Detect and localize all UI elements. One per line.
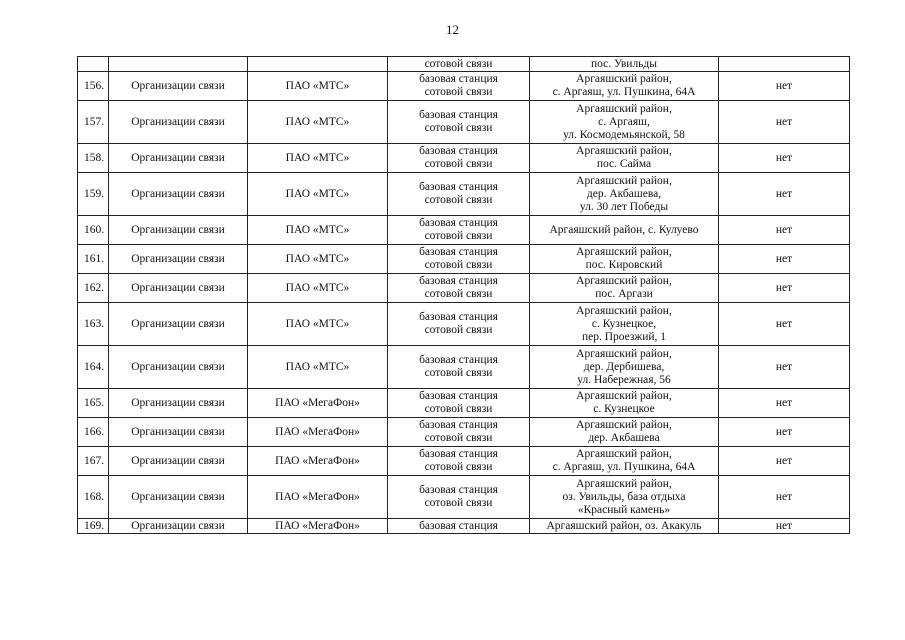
category-cell: Организации связи	[109, 144, 248, 173]
status-cell: нет	[719, 274, 850, 303]
category-cell: Организации связи	[109, 346, 248, 389]
row-number-cell: 159.	[78, 173, 109, 216]
organization-cell: ПАО «МТС»	[248, 101, 388, 144]
status-cell: нет	[719, 216, 850, 245]
organization-cell: ПАО «МегаФон»	[248, 476, 388, 519]
table-row	[78, 303, 850, 346]
row-number-cell: 167.	[78, 447, 109, 476]
address-line: ул. Космодемьянской, 58	[563, 128, 685, 141]
status-cell: нет	[719, 519, 850, 534]
address-line: пер. Проезжий, 1	[581, 330, 667, 343]
status-cell: нет	[719, 245, 850, 274]
status-cell: нет	[719, 346, 850, 389]
object-line: базовая станция	[419, 519, 498, 532]
table-row	[78, 101, 850, 144]
row-number-cell: 166.	[78, 418, 109, 447]
table-row	[78, 216, 850, 245]
address-cell	[530, 447, 719, 476]
address-cell	[530, 476, 719, 519]
category-cell: Организации связи	[109, 447, 248, 476]
object-cell	[388, 57, 530, 72]
object-line: базовая станция	[419, 311, 498, 323]
objects-table	[77, 56, 850, 534]
address-line: дер. Дербишева,	[583, 360, 665, 373]
category-cell: Организации связи	[109, 72, 248, 101]
object-cell	[388, 346, 530, 389]
address-line: «Красный камень»	[577, 503, 671, 516]
object-line: базовая станция	[419, 73, 498, 85]
table-row	[78, 418, 850, 447]
category-cell: Организации связи	[109, 389, 248, 418]
address-line: Аргаяшский район,	[576, 419, 672, 431]
organization-cell: ПАО «МТС»	[248, 144, 388, 173]
address-line: Аргаяшский район,	[576, 448, 672, 460]
address-line: пос. Кировский	[585, 259, 663, 271]
organization-cell: ПАО «МегаФон»	[248, 519, 388, 534]
row-number-cell: 157.	[78, 101, 109, 144]
category-cell: Организации связи	[109, 245, 248, 274]
object-line: базовая станция	[419, 275, 498, 287]
table-row-continuation	[78, 57, 850, 72]
object-cell	[388, 144, 530, 173]
status-cell: нет	[719, 303, 850, 346]
status-cell: нет	[719, 144, 850, 173]
organization-cell: ПАО «МТС»	[248, 245, 388, 274]
table-row	[78, 519, 850, 534]
object-line: сотовой связи	[424, 259, 493, 271]
category-cell	[109, 57, 248, 72]
row-number-cell: 156.	[78, 72, 109, 101]
row-number-cell: 158.	[78, 144, 109, 173]
organization-cell	[248, 57, 388, 72]
status-cell: нет	[719, 389, 850, 418]
table-body	[78, 57, 850, 534]
table-row	[78, 346, 850, 389]
object-line: сотовой связи	[424, 288, 493, 300]
object-cell	[388, 447, 530, 476]
organization-cell: ПАО «МТС»	[248, 303, 388, 346]
organization-cell: ПАО «МТС»	[248, 216, 388, 245]
category-cell: Организации связи	[109, 101, 248, 144]
address-line: Аргаяшский район,	[576, 102, 672, 115]
organization-cell: ПАО «МегаФон»	[248, 447, 388, 476]
address-line: дер. Акбашева,	[586, 187, 662, 200]
address-line: ул. 30 лет Победы	[579, 200, 669, 213]
object-cell	[388, 216, 530, 245]
status-cell: нет	[719, 447, 850, 476]
table-row	[78, 447, 850, 476]
object-line: сотовой связи	[424, 230, 493, 242]
address-line: пос. Увильды	[590, 57, 658, 70]
object-line: базовая станция	[419, 390, 498, 402]
address-cell	[530, 346, 719, 389]
address-line: оз. Увильды, база отдыха	[562, 490, 686, 503]
object-line: сотовой связи	[424, 122, 493, 134]
address-line: дер. Акбашева	[588, 432, 660, 444]
address-cell	[530, 389, 719, 418]
status-cell: нет	[719, 173, 850, 216]
object-line: базовая станция	[419, 246, 498, 258]
row-number-cell: 161.	[78, 245, 109, 274]
organization-cell: ПАО «МТС»	[248, 274, 388, 303]
address-cell	[530, 57, 719, 72]
address-line: Аргаяшский район,	[576, 246, 672, 258]
status-cell: нет	[719, 72, 850, 101]
row-number-cell: 162.	[78, 274, 109, 303]
organization-cell: ПАО «МТС»	[248, 346, 388, 389]
table-row	[78, 476, 850, 519]
address-cell	[530, 303, 719, 346]
address-line: Аргаяшский район,	[576, 477, 672, 490]
address-cell	[530, 245, 719, 274]
address-line: пос. Сайма	[596, 158, 652, 170]
address-cell	[530, 274, 719, 303]
object-cell	[388, 72, 530, 101]
address-line: Аргаяшский район,	[576, 275, 672, 287]
object-line: сотовой связи	[424, 432, 493, 444]
status-cell: нет	[719, 476, 850, 519]
object-line: сотовой связи	[424, 158, 493, 170]
object-line: базовая станция	[419, 145, 498, 157]
category-cell: Организации связи	[109, 418, 248, 447]
address-line: Аргаяшский район, оз. Акакуль	[546, 519, 702, 532]
table-row	[78, 389, 850, 418]
object-cell	[388, 101, 530, 144]
address-cell	[530, 173, 719, 216]
object-cell	[388, 418, 530, 447]
row-number-cell: 169.	[78, 519, 109, 534]
object-line: базовая станция	[419, 181, 498, 193]
organization-cell: ПАО «МТС»	[248, 72, 388, 101]
table-row	[78, 72, 850, 101]
address-line: с. Аргаяш, ул. Пушкина, 64А	[552, 86, 696, 98]
object-line: базовая станция	[419, 484, 498, 496]
row-number-cell: 160.	[78, 216, 109, 245]
object-line: сотовой связи	[424, 403, 493, 415]
table-row	[78, 245, 850, 274]
address-line: с. Аргаяш,	[598, 115, 650, 128]
category-cell: Организации связи	[109, 274, 248, 303]
address-line: с. Кузнецкое,	[591, 317, 657, 330]
address-line: Аргаяшский район,	[576, 347, 672, 360]
object-cell	[388, 476, 530, 519]
address-cell	[530, 519, 719, 534]
status-cell: нет	[719, 418, 850, 447]
address-line: Аргаяшский район,	[576, 174, 672, 187]
table-row	[78, 144, 850, 173]
object-line: сотовой связи	[424, 367, 493, 379]
object-line: базовая станция	[419, 448, 498, 460]
object-line: базовая станция	[419, 217, 498, 229]
category-cell: Организации связи	[109, 476, 248, 519]
address-line: Аргаяшский район,	[576, 390, 672, 402]
status-cell	[719, 57, 850, 72]
status-cell: нет	[719, 101, 850, 144]
table-row	[78, 274, 850, 303]
address-line: Аргаяшский район,	[576, 145, 672, 157]
object-line: базовая станция	[419, 109, 498, 121]
address-cell	[530, 216, 719, 245]
row-number-cell	[78, 57, 109, 72]
address-line: Аргаяшский район,	[576, 73, 672, 85]
object-line: базовая станция	[419, 419, 498, 431]
object-line: сотовой связи	[424, 86, 493, 98]
address-line: Аргаяшский район,	[576, 304, 672, 317]
table-row	[78, 173, 850, 216]
object-line: сотовой связи	[424, 57, 493, 70]
object-line: базовая станция	[419, 354, 498, 366]
category-cell: Организации связи	[109, 216, 248, 245]
category-cell: Организации связи	[109, 173, 248, 216]
category-cell: Организации связи	[109, 303, 248, 346]
row-number-cell: 165.	[78, 389, 109, 418]
object-cell	[388, 274, 530, 303]
address-line: пос. Аргази	[595, 288, 653, 300]
object-cell	[388, 519, 530, 534]
address-line: ул. Набережная, 56	[577, 373, 671, 386]
address-line: с. Кузнецкое	[593, 403, 655, 415]
organization-cell: ПАО «МегаФон»	[248, 418, 388, 447]
category-cell: Организации связи	[109, 519, 248, 534]
page-number: 12	[446, 22, 459, 37]
row-number-cell: 164.	[78, 346, 109, 389]
address-line: Аргаяшский район, с. Кулуево	[549, 223, 699, 236]
row-number-cell: 163.	[78, 303, 109, 346]
object-cell	[388, 245, 530, 274]
organization-cell: ПАО «МегаФон»	[248, 389, 388, 418]
address-cell	[530, 72, 719, 101]
object-cell	[388, 303, 530, 346]
address-cell	[530, 144, 719, 173]
object-line: сотовой связи	[424, 497, 493, 509]
organization-cell: ПАО «МТС»	[248, 173, 388, 216]
object-line: сотовой связи	[424, 461, 493, 473]
address-line: с. Аргаяш, ул. Пушкина, 64А	[552, 461, 696, 473]
object-line: сотовой связи	[424, 194, 493, 206]
object-cell	[388, 173, 530, 216]
object-line: сотовой связи	[424, 324, 493, 336]
object-cell	[388, 389, 530, 418]
address-cell	[530, 101, 719, 144]
address-cell	[530, 418, 719, 447]
row-number-cell: 168.	[78, 476, 109, 519]
